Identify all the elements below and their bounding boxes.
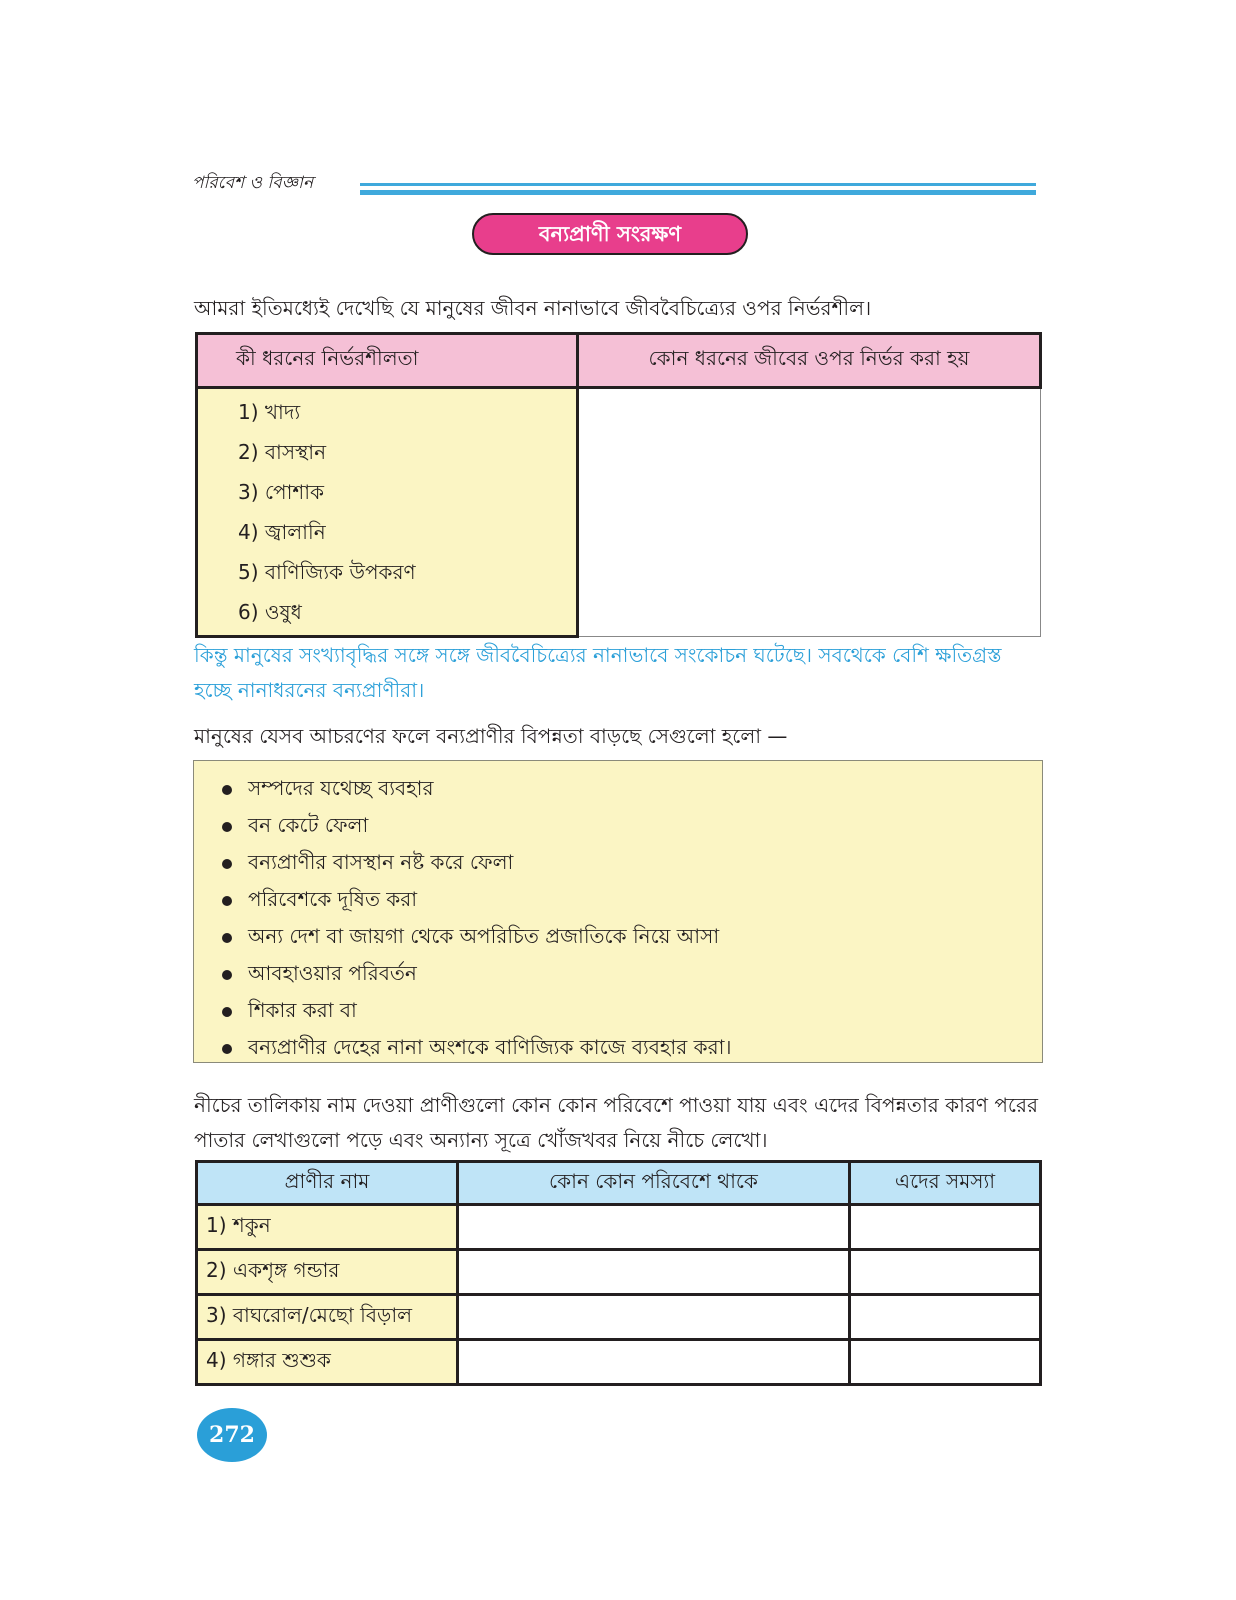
cause-item: বন্যপ্রাণীর বাসস্থান নষ্ট করে ফেলা — [222, 845, 1042, 882]
running-head: পরিবেশ ও বিজ্ঞান — [192, 173, 314, 193]
dependency-answer-cell[interactable] — [578, 388, 1041, 637]
dependency-header-organism: কোন ধরনের জীবের ওপর নির্ভর করা হয় — [578, 334, 1041, 388]
habitat-answer-cell[interactable] — [458, 1205, 850, 1250]
dependency-item: 5) বাণিজ্যিক উপকরণ — [238, 560, 416, 584]
problem-answer-cell[interactable] — [849, 1295, 1040, 1340]
bullet-icon — [222, 1007, 232, 1017]
habitat-answer-cell[interactable] — [458, 1295, 850, 1340]
animal-name: 4) গঙ্গার শুশুক — [197, 1340, 458, 1385]
cause-item: পরিবেশকে দূষিত করা — [222, 882, 1042, 919]
bullet-icon — [222, 859, 232, 869]
dependency-item: 3) পোশাক — [238, 480, 325, 504]
cause-item: অন্য দেশ বা জায়গা থেকে অপরিচিত প্রজাতিকে নিয়ে আসা — [222, 919, 1042, 956]
table-row — [197, 1250, 1041, 1295]
animal-name: 3) বাঘরোল/মেছো বিড়াল — [197, 1295, 458, 1340]
animal-name: 2) একশৃঙ্গ গন্ডার — [197, 1250, 458, 1295]
habitat-answer-cell[interactable] — [458, 1340, 850, 1385]
dependency-table — [195, 332, 1042, 638]
instruction-text: নীচের তালিকায় নাম দেওয়া প্রাণীগুলো কোন কোন পরিবেশে পাওয়া যায় এবং এদের বিপন্নতার কারণ পরের পাতার লেখাগুলো পড়ে এবং অন্যান্য সূত্রে খোঁজখবর নিয়ে নীচে লেখো। — [194, 1093, 1038, 1152]
cause-item: বন্যপ্রাণীর দেহের নানা অংশকে বাণিজ্যিক কাজে ব্যবহার করা। — [222, 1030, 1042, 1067]
animal-table — [195, 1160, 1042, 1386]
causes-box — [193, 760, 1043, 1063]
animal-header-problem: এদের সমস্যা — [849, 1162, 1040, 1205]
problem-answer-cell[interactable] — [849, 1250, 1040, 1295]
dependency-list — [197, 388, 578, 637]
animal-name: 1) শকুন — [197, 1205, 458, 1250]
intro-text: আমরা ইতিমধ্যেই দেখেছি যে মানুষের জীবন নানাভাবে জীববৈচিত্র্যের ওপর নির্ভরশীল। — [194, 296, 872, 320]
table-row — [197, 1205, 1041, 1250]
bullet-icon — [222, 896, 232, 906]
dependency-item: 2) বাসস্থান — [238, 440, 327, 464]
dependency-item: 6) ওষুধ — [238, 600, 302, 624]
causes-lead: মানুষের যেসব আচরণের ফলে বন্যপ্রাণীর বিপন্নতা বাড়ছে সেগুলো হলো — — [194, 724, 788, 748]
table-row — [197, 1340, 1041, 1385]
bullet-icon — [222, 1044, 232, 1054]
problem-answer-cell[interactable] — [849, 1340, 1040, 1385]
animal-header-name: প্রাণীর নাম — [197, 1162, 458, 1205]
table-row — [197, 1295, 1041, 1340]
section-title: বন্যপ্রাণী সংরক্ষণ — [472, 213, 748, 255]
bullet-icon — [222, 822, 232, 832]
animal-header-habitat: কোন কোন পরিবেশে থাকে — [458, 1162, 850, 1205]
page-number: 272 — [197, 1408, 267, 1462]
header-rule-thick — [360, 190, 1036, 195]
bullet-icon — [222, 933, 232, 943]
highlight-paragraph: কিন্তু মানুষের সংখ্যাবৃদ্ধির সঙ্গে সঙ্গে জীববৈচিত্র্যের নানাভাবে সংকোচন ঘটেছে। সবথেকে বেশি ক্ষতিগ্রস্ত হচ্ছে নানাধরনের বন্যপ্রাণীরা। — [194, 643, 1002, 702]
habitat-answer-cell[interactable] — [458, 1250, 850, 1295]
header-rule — [360, 183, 1036, 186]
dependency-item: 1) খাদ্য — [238, 400, 301, 424]
problem-answer-cell[interactable] — [849, 1205, 1040, 1250]
bullet-icon — [222, 970, 232, 980]
cause-item: আবহাওয়ার পরিবর্তন — [222, 956, 1042, 993]
cause-item: সম্পদের যথেচ্ছ ব্যবহার — [222, 771, 1042, 808]
cause-item: বন কেটে ফেলা — [222, 808, 1042, 845]
dependency-item: 4) জ্বালানি — [238, 520, 326, 544]
bullet-icon — [222, 785, 232, 795]
dependency-header-type: কী ধরনের নির্ভরশীলতা — [197, 334, 578, 388]
cause-item: শিকার করা বা — [222, 993, 1042, 1030]
